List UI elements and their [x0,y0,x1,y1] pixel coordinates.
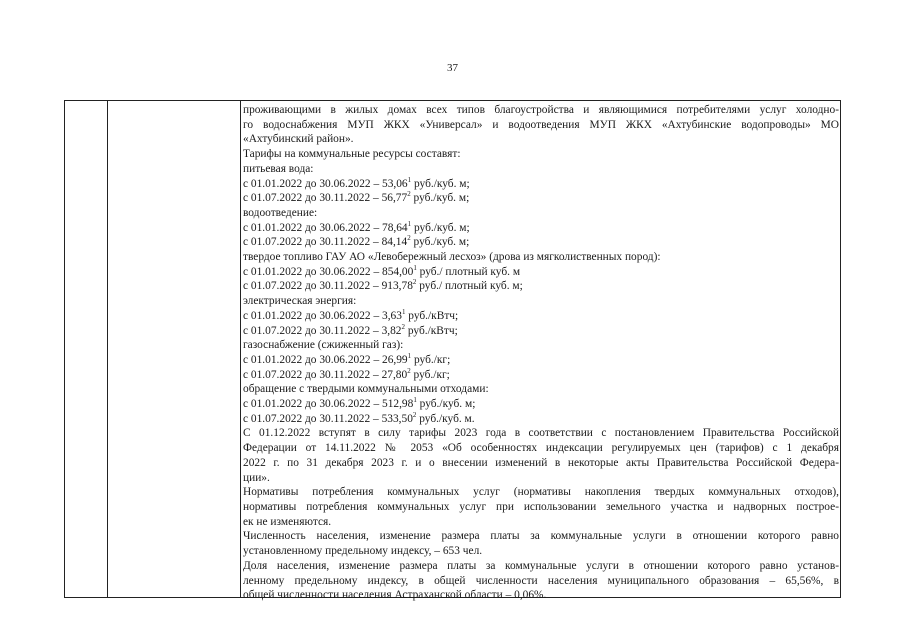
text-line-unit: руб./куб. м; [410,192,470,205]
text-line-content: «Ахтубинский район». [243,133,354,146]
text-line-unit: руб./кг; [410,368,450,381]
text-line-content: С 01.12.2022 вступят в силу тарифы 2023 года в соответствии с постановлением Правительства Российской [243,427,839,440]
text-line [243,191,839,206]
text-line-content: обращение с твердыми коммунальными отходами: [243,383,489,396]
text-line-content: с 01.07.2022 до 30.11.2022 – 533,50 [243,412,413,425]
text-line [243,250,839,265]
table-column-divider-1 [107,101,108,597]
text-line-content: с 01.07.2022 до 30.11.2022 – 913,78 [243,280,413,293]
text-line-content: с 01.01.2022 до 30.06.2022 – 26,99 [243,353,408,366]
text-line-unit: руб./ плотный куб. м; [416,280,523,293]
text-line [243,559,839,574]
text-line-content: с 01.01.2022 до 30.06.2022 – 3,63 [243,309,402,322]
text-line [243,309,839,324]
text-line-content: общей численности населения Астраханской области – 0,06%. [243,589,547,602]
text-line [243,515,839,530]
text-line [243,118,839,133]
text-line [243,353,839,368]
text-line-content: с 01.01.2022 до 30.06.2022 – 512,98 [243,398,414,411]
text-line-content: питьевая вода: [243,162,314,175]
text-line-content: Численность населения, изменение размера платы за коммунальные услуги в отношении которого равно [243,530,839,543]
footnote-marker: 2 [407,234,411,243]
text-line [243,588,839,603]
text-line-content: установленному предельному индексу, – 653 чел. [243,545,483,558]
text-line-content: с 01.07.2022 до 30.11.2022 – 84,14 [243,236,408,249]
text-line-unit: руб./куб. м; [411,177,470,190]
text-line [243,235,839,250]
text-line-content: с 01.07.2022 до 30.11.2022 – 3,82 [243,324,402,337]
text-line-content: водоотведение: [243,206,318,219]
text-line-unit: руб./кВтч; [405,309,459,322]
text-line [243,574,839,589]
text-line [243,544,839,559]
text-line-unit: руб./куб. м; [411,221,470,234]
text-line-unit: руб./куб. м; [416,398,476,411]
text-line-content: с 01.01.2022 до 30.06.2022 – 78,64 [243,221,408,234]
text-line [243,471,839,486]
text-line [243,368,839,383]
footnote-marker: 1 [407,175,412,184]
table-column-divider-2 [240,101,241,597]
text-line-content: газоснабжение (сжиженный газ): [243,339,404,352]
footnote-marker: 2 [407,366,411,375]
text-line-content: с 01.01.2022 до 30.06.2022 – 854,00 [243,265,414,278]
page-number: 37 [447,62,458,74]
text-line [243,324,839,339]
text-line [243,529,839,544]
text-line [243,500,839,515]
text-line [243,206,839,221]
text-line-content: ек не изменяются. [243,515,332,528]
text-line [243,382,839,397]
footnote-marker: 2 [407,190,411,199]
footnote-marker: 2 [412,410,417,419]
footnote-marker: 2 [401,322,406,331]
text-line [243,103,839,118]
text-line [243,485,839,500]
text-line [243,265,839,280]
text-line-content: с 01.07.2022 до 30.11.2022 – 27,80 [243,368,408,381]
text-line-content: электрическая энергия: [243,295,357,308]
text-line [243,132,839,147]
text-line [243,397,839,412]
footnote-marker: 1 [401,308,406,317]
text-line-content: Доля населения, изменение размера платы за коммунальные услуги в отношении которого равно установ- [243,559,839,572]
text-line-content: Федерации от 14.11.2022 № 2053 «Об особенностях индексации регулируемых цен (тарифов) с 1 декабря [243,442,839,455]
text-line [243,177,839,192]
footnote-marker: 1 [407,219,412,228]
text-line-content: ленному предельному индексу, в общей численности населения муниципального образования – 65,56%, в [243,574,839,587]
text-line-unit: руб./куб. м; [410,236,470,249]
text-line-content: ции». [243,471,270,484]
footnote-marker: 1 [413,263,417,272]
text-line [243,162,839,177]
text-line-content: с 01.01.2022 до 30.06.2022 – 53,06 [243,177,408,190]
text-line [243,338,839,353]
table-cell-text [243,103,839,603]
text-line [243,279,839,294]
text-line-unit: руб./ плотный куб. м [416,265,521,278]
footnote-marker: 1 [413,396,417,405]
text-line-content: нормативы потребления коммунальных услуг при использовании земельного участка и надворных построе- [243,500,839,513]
footnote-marker: 1 [407,352,412,361]
text-line-content: 2022 г. по 31 декабря 2023 г. и о внесении изменений в некоторые акты Правительства Российской Федера- [243,456,839,469]
text-line-unit: руб./кВтч; [405,324,458,337]
text-line [243,221,839,236]
text-line [243,456,839,471]
text-line [243,441,839,456]
text-line [243,294,839,309]
text-line [243,147,839,162]
text-line-content: Нормативы потребления коммунальных услуг (нормативы накопления твердых коммунальных отходов), [243,486,839,499]
text-line-content: проживающими в жилых домах всех типов благоустройства и являющимися потребителями услуг холодно- [243,104,839,116]
text-line-unit: руб./кг; [411,353,451,366]
document-table [64,100,841,602]
footnote-marker: 2 [412,278,417,287]
text-line-content: Тарифы на коммунальные ресурсы составят: [243,148,461,161]
text-line [243,412,839,427]
text-line-content: с 01.07.2022 до 30.11.2022 – 56,77 [243,192,408,205]
text-line-content: твердое топливо ГАУ АО «Левобережный лесхоз» (дрова из мягколиственных пород): [243,251,661,264]
text-line [243,426,839,441]
text-line-content: го водоснабжения МУП ЖКХ «Универсал» и водоотведения МУП ЖКХ «Ахтубинские водопроводы» МО [243,118,839,131]
text-line-unit: руб./куб. м. [416,412,475,425]
